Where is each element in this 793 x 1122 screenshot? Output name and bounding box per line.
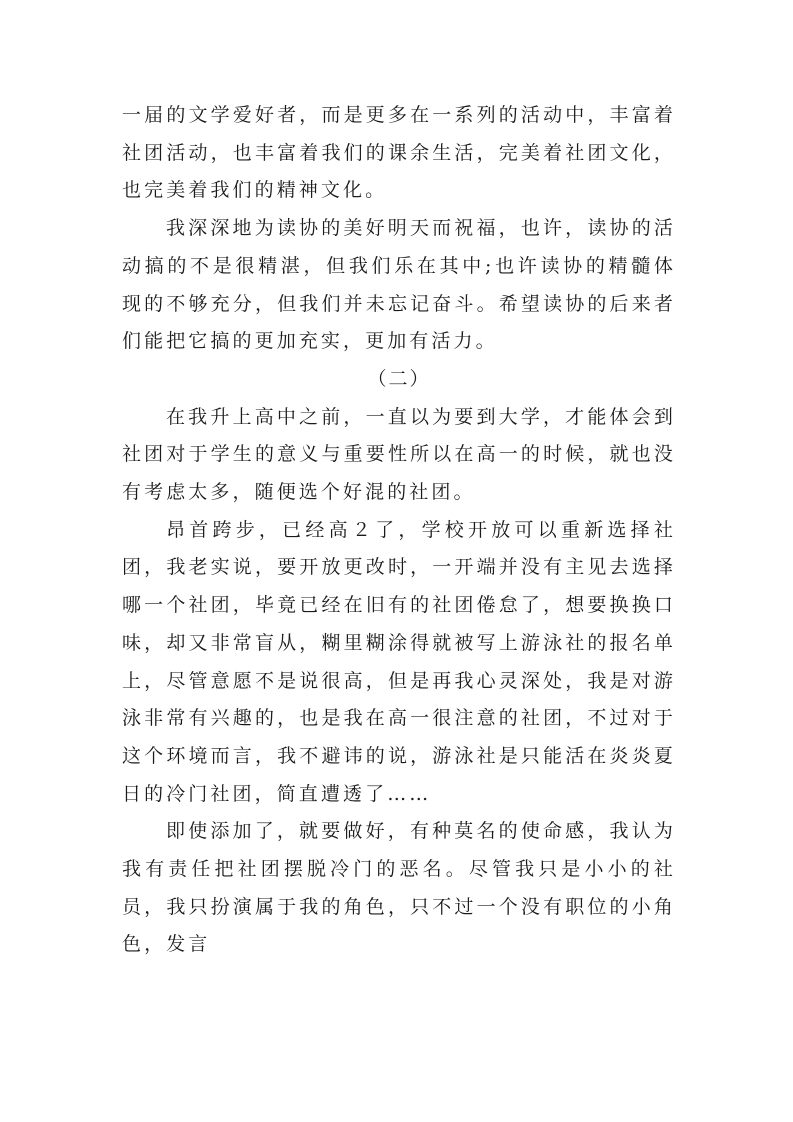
paragraph-1: 一届的文学爱好者，而是更多在一系列的活动中，丰富着社团活动，也丰富着我们的课余生活，完美着社团文化，也完美着我们的精神文化。	[122, 104, 676, 202]
paragraph-5: 即使添加了，就要做好，有种莫名的使命感，我认为我有责任把社团摆脱冷门的恶名。尽管我只是小小的社员，我只扮演属于我的角色，只不过一个没有职位的小角色，发言	[122, 820, 676, 956]
paragraph-4: 昂首跨步，已经高２了，学校开放可以重新选择社团，我老实说，要开放更改时，一开端并没有主见去选择哪一个社团，毕竟已经在旧有的社团倦怠了，想要换换口味，却又非常盲从，糊里糊涂得就被写上游泳社的报名单上，尽管意愿不是说很高，但是再我心灵深处，我是对游泳非常有兴趣的，也是我在高一很注意的社团，不过对于这个环境而言，我不避讳的说，游泳社是只能活在炎炎夏日的冷门社团，简直遭透了……	[122, 518, 676, 805]
section-heading: （二）	[367, 367, 431, 390]
document-body	[122, 97, 676, 964]
paragraph-2: 我深深地为读协的美好明天而祝福，也许，读协的活动搞的不是很精湛，但我们乐在其中;也许读协的精髓体现的不够充分，但我们并未忘记奋斗。希望读协的后来者们能把它搞的更加充实，更加有活力。	[122, 217, 676, 353]
paragraph-3: 在我升上高中之前，一直以为要到大学，才能体会到社团对于学生的意义与重要性所以在高一的时候，就也没有考虑太多，随便选个好混的社团。	[122, 405, 676, 504]
